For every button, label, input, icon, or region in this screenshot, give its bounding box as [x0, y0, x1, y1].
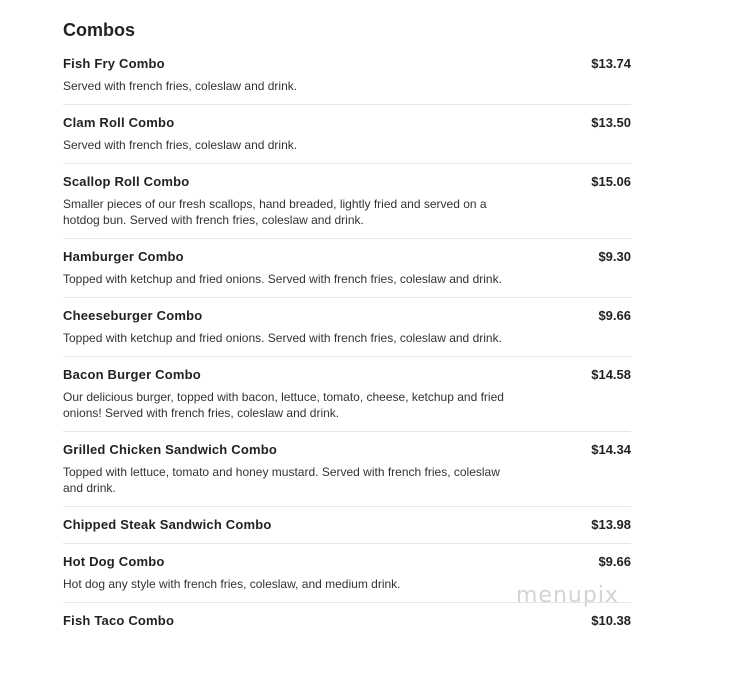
- menu-item-price: $10.38: [591, 613, 631, 628]
- menu-item-price: $9.66: [598, 554, 631, 569]
- menu-item-price: $14.58: [591, 367, 631, 382]
- menu-item: [63, 56, 631, 105]
- menu-item-header: [63, 56, 631, 72]
- menu-item-name: Grilled Chicken Sandwich Combo: [63, 442, 278, 457]
- menu-item-name: Clam Roll Combo: [63, 115, 175, 130]
- menu-item: [63, 115, 631, 164]
- menu-item-list: [63, 56, 631, 639]
- menu-item: [63, 367, 631, 432]
- menu-item-header: [63, 115, 631, 131]
- menu-item-price: $14.34: [591, 442, 631, 457]
- menu-item-price: $13.74: [591, 56, 631, 71]
- menu-item-header: [63, 174, 631, 190]
- menu-item-header: [63, 249, 631, 265]
- menu-item-header: [63, 517, 631, 533]
- menu-item: [63, 249, 631, 298]
- menu-item: [63, 308, 631, 357]
- menu-item-description: Topped with ketchup and fried onions. Served with french fries, coleslaw and drink.: [63, 272, 502, 286]
- menu-item: [63, 613, 631, 639]
- section-title: Combos: [63, 20, 135, 40]
- menu-item-price: $9.66: [598, 308, 631, 323]
- menu-item: [63, 174, 631, 239]
- menu-item: [63, 517, 631, 544]
- menu-item-name: Hot Dog Combo: [63, 554, 165, 569]
- menu-item-name: Scallop Roll Combo: [63, 174, 190, 189]
- menu-item: [63, 554, 631, 603]
- menu-item-description: Smaller pieces of our fresh scallops, hand breaded, lightly fried and served on a hotdog bun. Served with french fries, coleslaw and drink.: [63, 197, 487, 227]
- menu-item-price: $13.98: [591, 517, 631, 532]
- menu-item-description: Served with french fries, coleslaw and drink.: [63, 138, 298, 152]
- menu-item-header: [63, 308, 631, 324]
- menu-item-header: [63, 367, 631, 383]
- combos-section: [63, 18, 631, 649]
- menu-item-description: Topped with lettuce, tomato and honey mustard. Served with french fries, coleslaw and drink.: [63, 465, 500, 495]
- menu-item-description: Topped with ketchup and fried onions. Served with french fries, coleslaw and drink.: [63, 331, 502, 345]
- menu-item-price: $9.30: [598, 249, 631, 264]
- menu-item-name: Fish Fry Combo: [63, 56, 165, 71]
- menu-item-description: Served with french fries, coleslaw and drink.: [63, 79, 298, 93]
- menu-item-name: Hamburger Combo: [63, 249, 184, 264]
- menu-item: [63, 442, 631, 507]
- menu-item-price: $15.06: [591, 174, 631, 189]
- menu-item-name: Cheeseburger Combo: [63, 308, 203, 323]
- menu-item-header: [63, 442, 631, 458]
- menu-item-name: Chipped Steak Sandwich Combo: [63, 517, 272, 532]
- menu-item-name: Bacon Burger Combo: [63, 367, 201, 382]
- menu-item-header: [63, 554, 631, 570]
- menu-item-price: $13.50: [591, 115, 631, 130]
- menu-item-name: Fish Taco Combo: [63, 613, 175, 628]
- menu-item-description: Hot dog any style with french fries, coleslaw, and medium drink.: [63, 577, 401, 591]
- watermark-logo: menupix: [516, 583, 619, 608]
- menu-item-header: [63, 613, 631, 629]
- menu-item-description: Our delicious burger, topped with bacon, lettuce, tomato, cheese, ketchup and fried onions! Served with french fries, coleslaw and drink.: [63, 390, 504, 420]
